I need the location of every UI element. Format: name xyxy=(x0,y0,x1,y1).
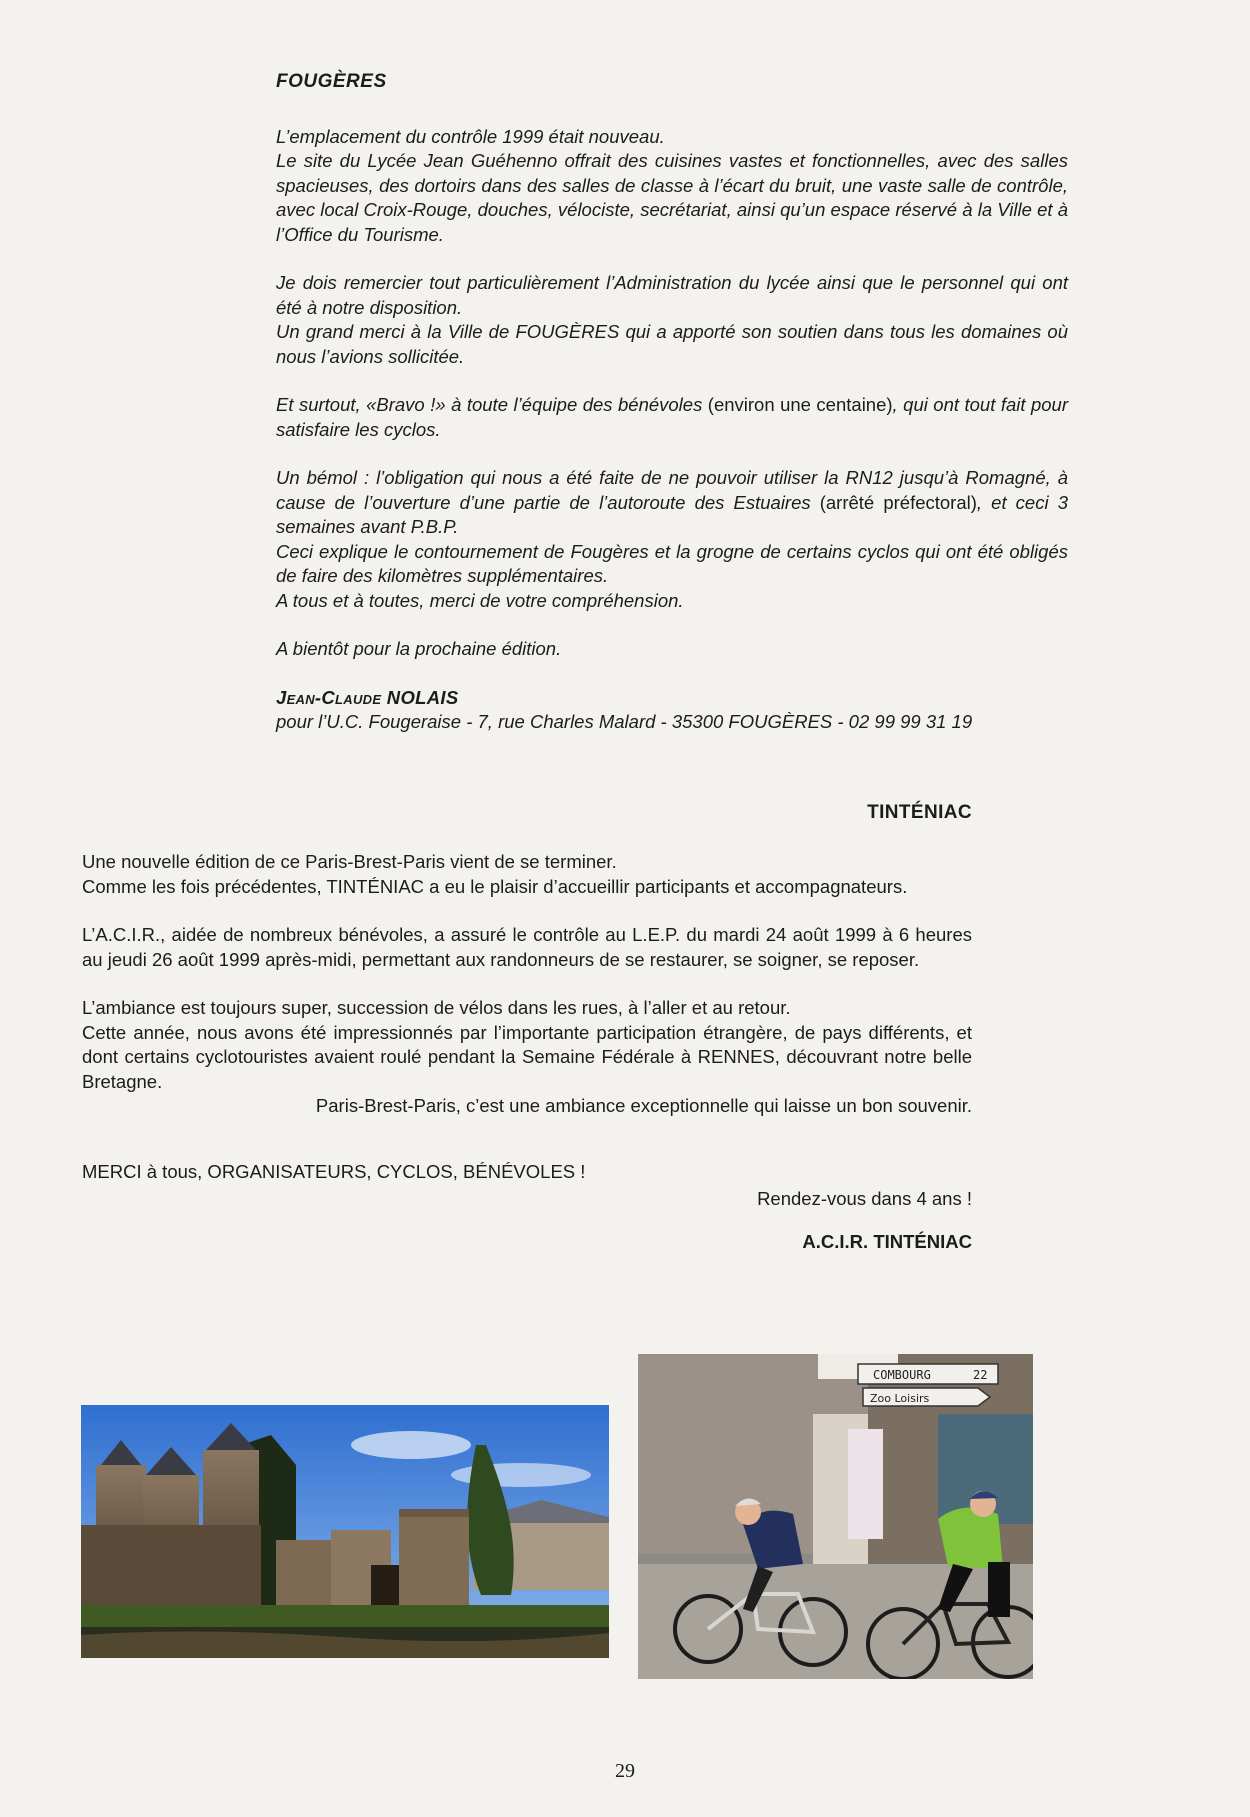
fougeres-paragraph: Je dois remercier tout particulièrement l’Administration du lycée ainsi que le personnel qui ont été à notre disposition. xyxy=(276,272,1068,318)
castle-illustration xyxy=(81,1405,609,1658)
thanks-line: MERCI à tous, ORGANISATEURS, CYCLOS, BÉNÉVOLES ! xyxy=(82,1161,586,1182)
fougeres-title: FOUGÈRES xyxy=(276,71,387,92)
signature-name xyxy=(276,686,1068,711)
tinteniac-paragraph: Une nouvelle édition de ce Paris-Brest-Paris vient de se terminer. xyxy=(82,851,617,872)
tinteniac-paragraph: Cette année, nous avons été impressionnés par l’importante participation étrangère, de pays différents, et dont certains cyclotouristes avaient roulé pendant la Semaine Fédérale à RENNES, découvrant notre belle Bretagne. xyxy=(82,1021,972,1092)
tinteniac-closing xyxy=(82,1160,972,1255)
cyclists-illustration xyxy=(638,1354,1033,1679)
fougeres-paragraph xyxy=(276,466,1068,540)
rendezvous-line: Rendez-vous dans 4 ans ! xyxy=(757,1187,972,1209)
signature-first-name: Jean-Claude xyxy=(276,686,387,708)
text-fragment: , qui ont tout fait pour satisfaire les cyclos. xyxy=(276,394,1068,440)
text-fragment: , et ceci 3 semaines avant P.B.P. xyxy=(276,491,1068,537)
text-fragment: Et surtout, «Bravo !» à toute l’équipe des bénévoles xyxy=(276,394,708,415)
fougeres-paragraph xyxy=(276,393,1068,442)
fougeres-signature xyxy=(276,686,1068,735)
tinteniac-section xyxy=(82,850,972,1119)
page-number: 29 xyxy=(615,1760,635,1782)
fougeres-section xyxy=(276,70,1068,735)
cyclists-photo xyxy=(638,1354,1033,1679)
fougeres-paragraph: L’emplacement du contrôle 1999 était nouveau. xyxy=(276,125,665,147)
tinteniac-paragraph: L’ambiance est toujours super, succession de vélos dans les rues, à l’aller et au retour. xyxy=(82,997,791,1018)
tinteniac-paragraph: L’A.C.I.R., aidée de nombreux bénévoles, a assuré le contrôle au L.E.P. du mardi 24 août 1999 à 6 heures au jeudi 26 août 1999 après-midi, permettant aux randonneurs de se restaurer, se soigner, se reposer. xyxy=(82,924,972,970)
signature-last-name: NOLAIS xyxy=(386,686,459,708)
tinteniac-paragraph: Paris-Brest-Paris, c’est une ambiance exceptionnelle qui laisse un bon souvenir. xyxy=(315,1095,972,1116)
fougeres-paragraph: A bientôt pour la prochaine édition. xyxy=(276,638,562,659)
castle-photo xyxy=(81,1405,609,1658)
tinteniac-title: TINTÉNIAC xyxy=(867,802,972,823)
fougeres-paragraph: Le site du Lycée Jean Guéhenno offrait des cuisines vastes et fonctionnelles, avec des salles spacieuses, des dortoirs dans des salles de classe à l’écart du bruit, une vaste salle de contrôle, avec local Croix-Rouge, douches, vélociste, secrétariat, ainsi qu’un espace réservé à la Ville et à l’Office du Tourisme. xyxy=(276,150,1068,245)
text-fragment: Un bémol : l’obligation qui nous a été faite de ne pouvoir utiliser la RN12 jusqu’à Romagné, à cause de l’ouverture d’une partie de l’autoroute des Estuaires xyxy=(276,467,1068,513)
text-fragment: (arrêté préfectoral) xyxy=(819,491,977,513)
sign-distance: 22 xyxy=(973,1368,988,1382)
tinteniac-paragraph: Comme les fois précédentes, TINTÉNIAC a eu le plaisir d’accueillir participants et accompagnateurs. xyxy=(82,875,908,897)
sign-combourg: COMBOURG xyxy=(873,1368,931,1382)
text-fragment: (environ une centaine) xyxy=(707,394,893,415)
acir-signature: A.C.I.R. TINTÉNIAC xyxy=(802,1231,972,1252)
signature-address: pour l’U.C. Fougeraise - 7, rue Charles Malard - 35300 FOUGÈRES - 02 99 99 31 19 xyxy=(276,711,973,732)
sign-zoo: Zoo Loisirs xyxy=(870,1392,930,1405)
fougeres-paragraph: A tous et à toutes, merci de votre compréhension. xyxy=(276,589,684,611)
fougeres-paragraph: Ceci explique le contournement de Fougères et la grogne de certains cyclos qui ont été obligés de faire des kilomètres supplémentaires. xyxy=(276,540,1068,586)
fougeres-paragraph: Un grand merci à la Ville de FOUGÈRES qui a apporté son soutien dans tous les domaines où nous l’avions sollicitée. xyxy=(276,321,1068,367)
